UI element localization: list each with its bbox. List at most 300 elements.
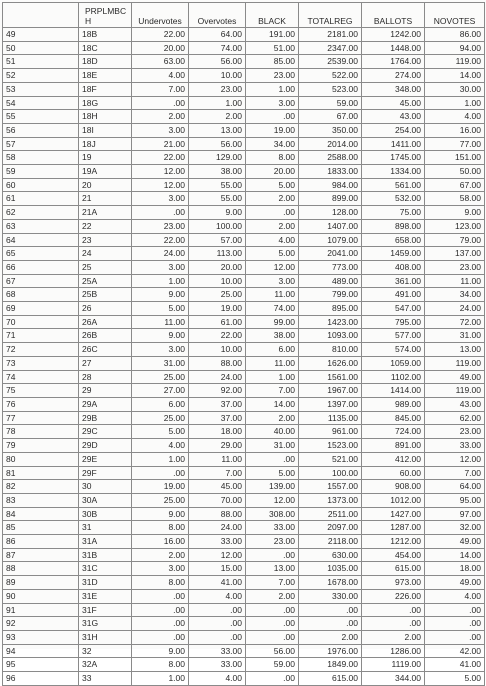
undervotes-cell: 3.00 [132, 562, 189, 576]
novotes-cell: 33.00 [425, 439, 485, 453]
overvotes-cell: 22.00 [189, 329, 246, 343]
novotes-cell: 23.00 [425, 260, 485, 274]
novotes-cell: 14.00 [425, 548, 485, 562]
undervotes-cell: 4.00 [132, 69, 189, 83]
prplmbch-cell: 23 [79, 233, 132, 247]
novotes-cell: .00 [425, 617, 485, 631]
table-row [3, 493, 485, 507]
prplmbch-cell: 31H [79, 630, 132, 644]
novotes-cell: 49.00 [425, 576, 485, 590]
prplmbch-cell: 29B [79, 411, 132, 425]
black-cell: .00 [246, 672, 299, 686]
undervotes-cell: 12.00 [132, 178, 189, 192]
undervotes-cell: .00 [132, 617, 189, 631]
table-row [3, 288, 485, 302]
prplmbch-cell: 33 [79, 672, 132, 686]
table-row [3, 55, 485, 69]
ballots-cell: 1427.00 [362, 507, 425, 521]
prplmbch-cell: 18G [79, 96, 132, 110]
novotes-cell: 49.00 [425, 535, 485, 549]
black-cell: 5.00 [246, 178, 299, 192]
undervotes-cell: 22.00 [132, 233, 189, 247]
black-cell: 38.00 [246, 329, 299, 343]
black-cell: 12.00 [246, 260, 299, 274]
novotes-cell: 95.00 [425, 493, 485, 507]
novotes-cell: 24.00 [425, 302, 485, 316]
row-number-cell: 54 [3, 96, 79, 110]
undervotes-cell: .00 [132, 603, 189, 617]
black-cell: 56.00 [246, 644, 299, 658]
overvotes-cell: 100.00 [189, 219, 246, 233]
prplmbch-cell: 29A [79, 397, 132, 411]
novotes-cell: 5.00 [425, 672, 485, 686]
ballots-cell: 1286.00 [362, 644, 425, 658]
table-row [3, 507, 485, 521]
totalreg-cell: 2097.00 [299, 521, 362, 535]
undervotes-cell: 25.00 [132, 370, 189, 384]
black-cell: 5.00 [246, 247, 299, 261]
totalreg-cell: 1849.00 [299, 658, 362, 672]
ballots-cell: 226.00 [362, 589, 425, 603]
totalreg-cell: 1079.00 [299, 233, 362, 247]
ballots-cell: 973.00 [362, 576, 425, 590]
totalreg-cell: .00 [299, 603, 362, 617]
totalreg-cell: 2511.00 [299, 507, 362, 521]
table-row [3, 315, 485, 329]
undervotes-cell: 7.00 [132, 82, 189, 96]
totalreg-cell: 961.00 [299, 425, 362, 439]
undervotes-cell: 3.00 [132, 260, 189, 274]
prplmbch-cell: 22 [79, 219, 132, 233]
ballots-cell: 254.00 [362, 123, 425, 137]
row-number-cell: 94 [3, 644, 79, 658]
prplmbch-cell: 31B [79, 548, 132, 562]
table-row [3, 151, 485, 165]
overvotes-cell: 11.00 [189, 452, 246, 466]
table-row [3, 439, 485, 453]
undervotes-cell: 3.00 [132, 192, 189, 206]
overvotes-cell: 2.00 [189, 110, 246, 124]
black-cell: 2.00 [246, 589, 299, 603]
black-cell: .00 [246, 452, 299, 466]
black-cell: 51.00 [246, 41, 299, 55]
row-number-cell: 53 [3, 82, 79, 96]
overvotes-cell: 4.00 [189, 589, 246, 603]
prplmbch-cell: 31G [79, 617, 132, 631]
overvotes-cell: 29.00 [189, 439, 246, 453]
undervotes-cell: 3.00 [132, 123, 189, 137]
overvotes-cell: 38.00 [189, 165, 246, 179]
column-header-undervotes: Undervotes [132, 3, 189, 28]
row-number-cell: 70 [3, 315, 79, 329]
black-cell: 3.00 [246, 274, 299, 288]
ballots-cell: 344.00 [362, 672, 425, 686]
novotes-cell: 67.00 [425, 178, 485, 192]
row-number-cell: 78 [3, 425, 79, 439]
ballots-cell: 348.00 [362, 82, 425, 96]
totalreg-cell: 2118.00 [299, 535, 362, 549]
novotes-cell: 14.00 [425, 69, 485, 83]
row-number-cell: 59 [3, 165, 79, 179]
column-header-black: BLACK [246, 3, 299, 28]
black-cell: 85.00 [246, 55, 299, 69]
prplmbch-cell: 18I [79, 123, 132, 137]
undervotes-cell: 5.00 [132, 302, 189, 316]
overvotes-cell: 24.00 [189, 370, 246, 384]
prplmbch-cell: 29E [79, 452, 132, 466]
table-row [3, 260, 485, 274]
prplmbch-cell: 26A [79, 315, 132, 329]
undervotes-cell: 5.00 [132, 425, 189, 439]
totalreg-cell: 2.00 [299, 630, 362, 644]
row-number-cell: 52 [3, 69, 79, 83]
totalreg-cell: 810.00 [299, 343, 362, 357]
overvotes-cell: 10.00 [189, 343, 246, 357]
totalreg-cell: 1423.00 [299, 315, 362, 329]
totalreg-cell: 615.00 [299, 672, 362, 686]
novotes-cell: 151.00 [425, 151, 485, 165]
row-number-cell: 75 [3, 384, 79, 398]
overvotes-cell: 64.00 [189, 28, 246, 42]
table-row [3, 219, 485, 233]
prplmbch-cell: 18C [79, 41, 132, 55]
table-row [3, 576, 485, 590]
table-row [3, 329, 485, 343]
totalreg-cell: 1093.00 [299, 329, 362, 343]
ballots-cell: 1212.00 [362, 535, 425, 549]
totalreg-cell: 630.00 [299, 548, 362, 562]
black-cell: 6.00 [246, 343, 299, 357]
undervotes-cell: 2.00 [132, 110, 189, 124]
undervotes-cell: 8.00 [132, 521, 189, 535]
row-number-cell: 96 [3, 672, 79, 686]
table-row [3, 302, 485, 316]
black-cell: 99.00 [246, 315, 299, 329]
overvotes-cell: 88.00 [189, 356, 246, 370]
row-number-cell: 71 [3, 329, 79, 343]
overvotes-cell: .00 [189, 630, 246, 644]
black-cell: 2.00 [246, 411, 299, 425]
totalreg-cell: 1833.00 [299, 165, 362, 179]
undervotes-cell: .00 [132, 589, 189, 603]
table-row [3, 535, 485, 549]
undervotes-cell: .00 [132, 96, 189, 110]
black-cell: 8.00 [246, 151, 299, 165]
undervotes-cell: 22.00 [132, 151, 189, 165]
black-cell: 59.00 [246, 658, 299, 672]
totalreg-cell: 100.00 [299, 466, 362, 480]
overvotes-cell: .00 [189, 617, 246, 631]
prplmbch-cell: 19 [79, 151, 132, 165]
overvotes-cell: 41.00 [189, 576, 246, 590]
overvotes-cell: 33.00 [189, 535, 246, 549]
totalreg-cell: 330.00 [299, 589, 362, 603]
row-number-cell: 56 [3, 123, 79, 137]
ballots-cell: 898.00 [362, 219, 425, 233]
black-cell: 2.00 [246, 219, 299, 233]
prplmbch-cell: 31C [79, 562, 132, 576]
table-row [3, 41, 485, 55]
table-row [3, 397, 485, 411]
overvotes-cell: 56.00 [189, 137, 246, 151]
overvotes-cell: 56.00 [189, 55, 246, 69]
row-number-cell: 92 [3, 617, 79, 631]
row-number-cell: 69 [3, 302, 79, 316]
prplmbch-cell: 26B [79, 329, 132, 343]
overvotes-cell: 18.00 [189, 425, 246, 439]
prplmbch-cell: 18B [79, 28, 132, 42]
undervotes-cell: .00 [132, 630, 189, 644]
overvotes-cell: 19.00 [189, 302, 246, 316]
black-cell: 23.00 [246, 535, 299, 549]
ballots-cell: 724.00 [362, 425, 425, 439]
novotes-cell: 11.00 [425, 274, 485, 288]
undervotes-cell: 19.00 [132, 480, 189, 494]
row-number-cell: 83 [3, 493, 79, 507]
undervotes-cell: 8.00 [132, 576, 189, 590]
row-number-cell: 73 [3, 356, 79, 370]
black-cell: 4.00 [246, 233, 299, 247]
ballots-cell: 1012.00 [362, 493, 425, 507]
data-table [2, 2, 485, 686]
ballots-cell: 408.00 [362, 260, 425, 274]
row-number-cell: 61 [3, 192, 79, 206]
row-number-cell: 65 [3, 247, 79, 261]
row-number-cell: 89 [3, 576, 79, 590]
row-number-cell: 93 [3, 630, 79, 644]
ballots-cell: 574.00 [362, 343, 425, 357]
row-number-cell: 63 [3, 219, 79, 233]
ballots-cell: 1242.00 [362, 28, 425, 42]
black-cell: 7.00 [246, 384, 299, 398]
overvotes-cell: 74.00 [189, 41, 246, 55]
overvotes-cell: 113.00 [189, 247, 246, 261]
table-row [3, 617, 485, 631]
overvotes-cell: 7.00 [189, 466, 246, 480]
novotes-cell: 119.00 [425, 55, 485, 69]
ballots-cell: 1119.00 [362, 658, 425, 672]
overvotes-cell: 129.00 [189, 151, 246, 165]
prplmbch-cell: 32A [79, 658, 132, 672]
prplmbch-cell: 31F [79, 603, 132, 617]
totalreg-cell: 1407.00 [299, 219, 362, 233]
table-row [3, 165, 485, 179]
novotes-cell: 42.00 [425, 644, 485, 658]
ballots-cell: 60.00 [362, 466, 425, 480]
ballots-cell: 989.00 [362, 397, 425, 411]
overvotes-cell: 55.00 [189, 178, 246, 192]
undervotes-cell: 6.00 [132, 397, 189, 411]
overvotes-cell: 24.00 [189, 521, 246, 535]
black-cell: 191.00 [246, 28, 299, 42]
ballots-cell: 891.00 [362, 439, 425, 453]
undervotes-cell: 2.00 [132, 548, 189, 562]
totalreg-cell: 799.00 [299, 288, 362, 302]
prplmbch-cell: 19A [79, 165, 132, 179]
totalreg-cell: 2014.00 [299, 137, 362, 151]
ballots-cell: 1334.00 [362, 165, 425, 179]
black-cell: 11.00 [246, 288, 299, 302]
novotes-cell: 41.00 [425, 658, 485, 672]
black-cell: 20.00 [246, 165, 299, 179]
table-row [3, 658, 485, 672]
table-row [3, 589, 485, 603]
novotes-cell: 137.00 [425, 247, 485, 261]
novotes-cell: 4.00 [425, 110, 485, 124]
undervotes-cell: .00 [132, 206, 189, 220]
row-number-cell: 49 [3, 28, 79, 42]
totalreg-cell: 128.00 [299, 206, 362, 220]
novotes-cell: 16.00 [425, 123, 485, 137]
ballots-cell: 412.00 [362, 452, 425, 466]
undervotes-cell: 9.00 [132, 644, 189, 658]
row-number-cell: 55 [3, 110, 79, 124]
prplmbch-cell: 18E [79, 69, 132, 83]
black-cell: 308.00 [246, 507, 299, 521]
novotes-cell: .00 [425, 630, 485, 644]
novotes-cell: 23.00 [425, 425, 485, 439]
black-cell: 31.00 [246, 439, 299, 453]
novotes-cell: 79.00 [425, 233, 485, 247]
row-number-cell: 82 [3, 480, 79, 494]
novotes-cell: .00 [425, 603, 485, 617]
ballots-cell: 2.00 [362, 630, 425, 644]
undervotes-cell: 25.00 [132, 493, 189, 507]
novotes-cell: 13.00 [425, 343, 485, 357]
column-header-overvotes: Overvotes [189, 3, 246, 28]
ballots-cell: .00 [362, 617, 425, 631]
black-cell: 1.00 [246, 370, 299, 384]
totalreg-cell: 2041.00 [299, 247, 362, 261]
novotes-cell: 12.00 [425, 452, 485, 466]
ballots-cell: 1102.00 [362, 370, 425, 384]
prplmbch-cell: 29C [79, 425, 132, 439]
table-row [3, 274, 485, 288]
ballots-cell: 615.00 [362, 562, 425, 576]
undervotes-cell: 4.00 [132, 439, 189, 453]
undervotes-cell: 9.00 [132, 507, 189, 521]
black-cell: 34.00 [246, 137, 299, 151]
overvotes-cell: 57.00 [189, 233, 246, 247]
totalreg-cell: 2539.00 [299, 55, 362, 69]
totalreg-cell: 1557.00 [299, 480, 362, 494]
prplmbch-cell: 31E [79, 589, 132, 603]
totalreg-cell: 1626.00 [299, 356, 362, 370]
table-row [3, 644, 485, 658]
row-number-cell: 85 [3, 521, 79, 535]
totalreg-cell: 521.00 [299, 452, 362, 466]
novotes-cell: 123.00 [425, 219, 485, 233]
ballots-cell: 43.00 [362, 110, 425, 124]
prplmbch-cell: 18J [79, 137, 132, 151]
totalreg-cell: 2181.00 [299, 28, 362, 42]
prplmbch-cell: 25A [79, 274, 132, 288]
header-row [3, 3, 485, 28]
table-row [3, 548, 485, 562]
novotes-cell: 62.00 [425, 411, 485, 425]
ballots-cell: 1059.00 [362, 356, 425, 370]
row-number-cell: 90 [3, 589, 79, 603]
overvotes-cell: 10.00 [189, 274, 246, 288]
column-header-novotes: NOVOTES [425, 3, 485, 28]
ballots-cell: 1764.00 [362, 55, 425, 69]
undervotes-cell: 31.00 [132, 356, 189, 370]
prplmbch-cell: 31 [79, 521, 132, 535]
novotes-cell: 119.00 [425, 356, 485, 370]
table-row [3, 425, 485, 439]
black-cell: 1.00 [246, 82, 299, 96]
prplmbch-cell: 30B [79, 507, 132, 521]
totalreg-cell: .00 [299, 617, 362, 631]
novotes-cell: 34.00 [425, 288, 485, 302]
undervotes-cell: 22.00 [132, 28, 189, 42]
column-header-row-number [3, 3, 79, 28]
undervotes-cell: 27.00 [132, 384, 189, 398]
overvotes-cell: 33.00 [189, 658, 246, 672]
undervotes-cell: 20.00 [132, 41, 189, 55]
totalreg-cell: 2588.00 [299, 151, 362, 165]
overvotes-cell: 23.00 [189, 82, 246, 96]
row-number-cell: 68 [3, 288, 79, 302]
totalreg-cell: 1135.00 [299, 411, 362, 425]
novotes-cell: 9.00 [425, 206, 485, 220]
row-number-cell: 66 [3, 260, 79, 274]
novotes-cell: 77.00 [425, 137, 485, 151]
novotes-cell: 58.00 [425, 192, 485, 206]
prplmbch-cell: 31A [79, 535, 132, 549]
prplmbch-cell: 18D [79, 55, 132, 69]
black-cell: 33.00 [246, 521, 299, 535]
table-row [3, 630, 485, 644]
totalreg-cell: 1976.00 [299, 644, 362, 658]
row-number-cell: 60 [3, 178, 79, 192]
table-row [3, 82, 485, 96]
black-cell: 5.00 [246, 466, 299, 480]
table-row [3, 521, 485, 535]
row-number-cell: 72 [3, 343, 79, 357]
black-cell: .00 [246, 110, 299, 124]
novotes-cell: 72.00 [425, 315, 485, 329]
black-cell: .00 [246, 206, 299, 220]
table-row [3, 69, 485, 83]
totalreg-cell: 895.00 [299, 302, 362, 316]
undervotes-cell: 23.00 [132, 219, 189, 233]
overvotes-cell: 1.00 [189, 96, 246, 110]
table-row [3, 356, 485, 370]
ballots-cell: 1448.00 [362, 41, 425, 55]
table-row [3, 247, 485, 261]
overvotes-cell: 4.00 [189, 672, 246, 686]
row-number-cell: 80 [3, 452, 79, 466]
totalreg-cell: 2347.00 [299, 41, 362, 55]
ballots-cell: 795.00 [362, 315, 425, 329]
table-row [3, 411, 485, 425]
ballots-cell: 454.00 [362, 548, 425, 562]
table-row [3, 192, 485, 206]
table-row [3, 480, 485, 494]
undervotes-cell: 1.00 [132, 452, 189, 466]
row-number-cell: 84 [3, 507, 79, 521]
row-number-cell: 74 [3, 370, 79, 384]
row-number-cell: 76 [3, 397, 79, 411]
undervotes-cell: 9.00 [132, 288, 189, 302]
novotes-cell: 18.00 [425, 562, 485, 576]
prplmbch-cell: 21 [79, 192, 132, 206]
prplmbch-cell: 29F [79, 466, 132, 480]
table-row [3, 233, 485, 247]
novotes-cell: 97.00 [425, 507, 485, 521]
ballots-cell: 532.00 [362, 192, 425, 206]
